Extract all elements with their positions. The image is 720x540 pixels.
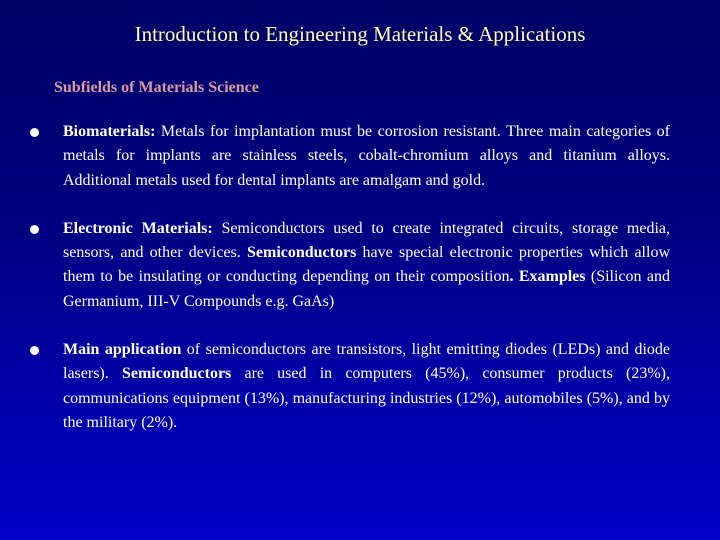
bullet-emphasis: Semiconductors (246, 244, 357, 262)
bullet-dot-icon (30, 346, 39, 355)
bullet-list (30, 120, 670, 435)
bullet-text: (Silicon and Germanium, III-V Compounds e.g. GaAs) (63, 268, 670, 310)
bullet-heading: Electronic Materials: (63, 219, 213, 237)
bullet-dot-icon (30, 128, 39, 137)
bullet-text: of semiconductors are transistors, light emitting diodes (LEDs) and diode lasers). (63, 341, 671, 383)
bullet-text: are used in computers (45%), consumer products (23%), communications equipment (13%), manufacturing industries (12%), automobiles (5%), and by the military (2%). (63, 365, 670, 431)
bullet-item-electronic-materials (30, 217, 670, 314)
bullet-item-biomaterials (30, 120, 670, 193)
slide-subtitle: Subfields of Materials Science (54, 79, 259, 96)
bullet-emphasis: Semiconductors (121, 365, 232, 383)
bullet-text: Semiconductors used to create integrated circuits, storage media, sensors, and other devices. (63, 219, 670, 262)
slide-title: Introduction to Engineering Materials & Applications (134, 22, 586, 46)
bullet-heading: Main application (63, 341, 182, 359)
bullet-emphasis: . Examples (509, 268, 586, 286)
bullet-dot-icon (30, 225, 39, 234)
bullet-text: Metals for implantation must be corrosion resistant. Three main categories of metals for implants are stainless steels, cobalt-chromium alloys and titanium alloys. Additional metals used for dental implants are amalgam and gold. (63, 123, 670, 189)
bullet-text: have special electronic properties which allow them to be insulating or conducting depending on their composition (63, 244, 671, 286)
bullet-item-main-application (30, 338, 670, 435)
bullet-heading: Biomaterials: (63, 123, 156, 140)
